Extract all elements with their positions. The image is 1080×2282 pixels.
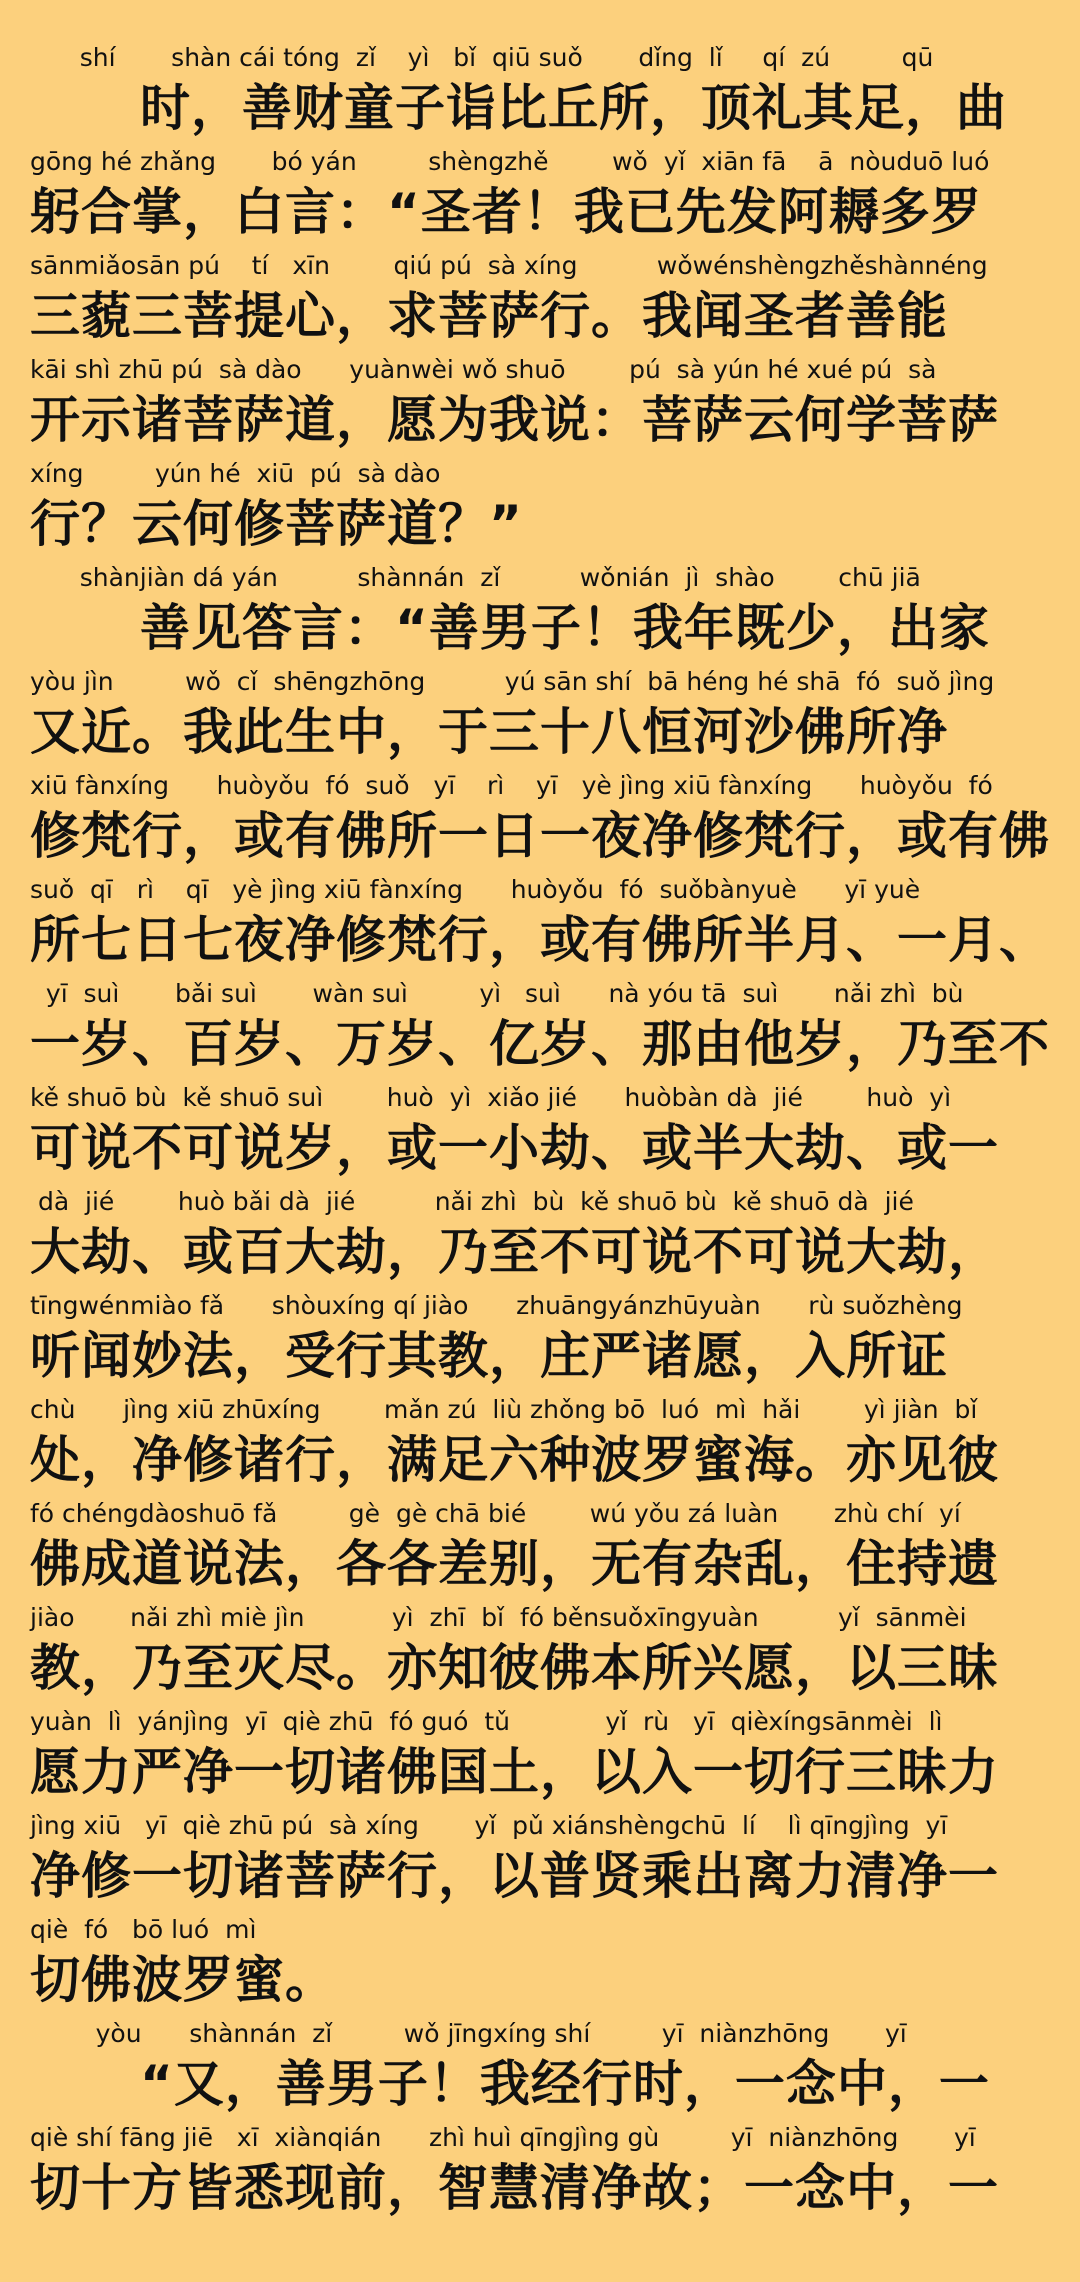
pinyin-annotation: qiè fó bō luó mì (30, 1915, 257, 1944)
text-line (0, 664, 1080, 768)
pinyin-annotation: fó chéngdàoshuō fǎ gè gè chā bié wú yǒu zá luàn zhù chí yí (30, 1499, 961, 1528)
chinese-text: 净修一切诸菩萨行，以普贤乘出离力清净一 (30, 1847, 999, 1905)
chinese-text: 大劫、或百大劫，乃至不可说不可说大劫， (30, 1223, 999, 1281)
text-line (0, 1808, 1080, 1912)
chinese-text: 愿力严净一切诸佛国土，以入一切行三昧力 (30, 1743, 999, 1801)
pinyin-annotation: yòu shànnán zǐ wǒ jīngxíng shí yī niànzhōng yī (40, 2019, 907, 2048)
text-line (0, 1288, 1080, 1392)
text-line (0, 1080, 1080, 1184)
chinese-text: 行？云何修菩萨道？” (30, 495, 523, 553)
text-line (0, 2016, 1080, 2120)
text-line (0, 144, 1080, 248)
text-line (0, 1496, 1080, 1600)
pinyin-annotation: sānmiǎosān pú tí xīn qiú pú sà xíng wǒwénshèngzhěshànnéng (30, 251, 988, 280)
text-line (0, 248, 1080, 352)
pinyin-annotation: dà jié huò bǎi dà jié nǎi zhì bù kě shuō bù kě shuō dà jié (30, 1187, 914, 1216)
pinyin-annotation: kě shuō bù kě shuō suì huò yì xiǎo jié huòbàn dà jié huò yì (30, 1083, 952, 1112)
chinese-text: 开示诸菩萨道，愿为我说：菩萨云何学菩萨 (30, 391, 999, 449)
chinese-text: 时，善财童子诣比丘所，顶礼其足，曲 (140, 79, 1007, 137)
text-line (0, 456, 1080, 560)
chinese-text: 善见答言：“善男子！我年既少，出家 (140, 599, 990, 657)
chinese-text: 听闻妙法，受行其教，庄严诸愿，入所证 (30, 1327, 948, 1385)
chinese-text: 可说不可说岁，或一小劫、或半大劫、或一 (30, 1119, 999, 1177)
pinyin-annotation: qiè shí fāng jiē xī xiànqián zhì huì qīngjìng gù yī niànzhōng yī (30, 2123, 976, 2152)
chinese-text: 切十方皆悉现前，智慧清净故；一念中，一 (30, 2159, 999, 2217)
chinese-text: 修梵行，或有佛所一日一夜净修梵行，或有佛 (30, 807, 1050, 865)
text-line (0, 2120, 1080, 2224)
pinyin-annotation: gōng hé zhǎng bó yán shèngzhě wǒ yǐ xiān fā ā nòuduō luó (30, 147, 990, 176)
text-line (0, 560, 1080, 664)
chinese-text: 处，净修诸行，满足六种波罗蜜海。亦见彼 (30, 1431, 999, 1489)
pinyin-annotation: jiào nǎi zhì miè jìn yì zhī bǐ fó běnsuǒxīngyuàn yǐ sānmèi (30, 1603, 967, 1632)
pinyin-annotation: shànjiàn dá yán shànnán zǐ wǒnián jì shào chū jiā (40, 563, 921, 592)
text-line (0, 1600, 1080, 1704)
text-line (0, 1392, 1080, 1496)
text-line (0, 352, 1080, 456)
pinyin-annotation: jìng xiū yī qiè zhū pú sà xíng yǐ pǔ xiánshèngchū lí lì qīngjìng yī (30, 1811, 948, 1840)
pinyin-annotation: shí shàn cái tóng zǐ yì bǐ qiū suǒ dǐng lǐ qí zú qū (40, 43, 934, 72)
text-line (0, 768, 1080, 872)
chinese-text: 三藐三菩提心，求菩萨行。我闻圣者善能 (30, 287, 948, 345)
chinese-text: 又近。我此生中，于三十八恒河沙佛所净 (30, 703, 948, 761)
pinyin-annotation: yī suì bǎi suì wàn suì yì suì nà yóu tā suì nǎi zhì bù (30, 979, 964, 1008)
text-line (0, 976, 1080, 1080)
text-line (0, 1704, 1080, 1808)
chinese-text: 一岁、百岁、万岁、亿岁、那由他岁，乃至不 (30, 1015, 1050, 1073)
pinyin-annotation: chù jìng xiū zhūxíng mǎn zú liù zhǒng bō luó mì hǎi yì jiàn bǐ (30, 1395, 978, 1424)
pinyin-annotation: xíng yún hé xiū pú sà dào (30, 459, 441, 488)
chinese-text: 切佛波罗蜜。 (30, 1951, 336, 2009)
text-line (0, 1184, 1080, 1288)
pinyin-annotation: yuàn lì yánjìng yī qiè zhū fó guó tǔ yǐ rù yī qièxíngsānmèi lì (30, 1707, 943, 1736)
text-line (0, 40, 1080, 144)
pinyin-annotation: yòu jìn wǒ cǐ shēngzhōng yú sān shí bā héng hé shā fó suǒ jìng (30, 667, 995, 696)
chinese-text: 所七日七夜净修梵行，或有佛所半月、一月、 (30, 911, 1050, 969)
pinyin-annotation: tīngwénmiào fǎ shòuxíng qí jiào zhuāngyánzhūyuàn rù suǒzhèng (30, 1291, 963, 1320)
pinyin-annotation: xiū fànxíng huòyǒu fó suǒ yī rì yī yè jìng xiū fànxíng huòyǒu fó (30, 771, 993, 800)
pinyin-annotation: kāi shì zhū pú sà dào yuànwèi wǒ shuō pú sà yún hé xué pú sà (30, 355, 937, 384)
text-line (0, 872, 1080, 976)
pinyin-annotation: suǒ qī rì qī yè jìng xiū fànxíng huòyǒu fó suǒbànyuè yī yuè (30, 875, 921, 904)
chinese-text: 教，乃至灭尽。亦知彼佛本所兴愿，以三昧 (30, 1639, 999, 1697)
chinese-text: 佛成道说法，各各差别，无有杂乱，住持遗 (30, 1535, 999, 1593)
text-line (0, 1912, 1080, 2016)
chinese-text: “又，善男子！我经行时，一念中，一 (140, 2055, 990, 2113)
chinese-text: 躬合掌，白言：“圣者！我已先发阿耨多罗 (30, 183, 982, 241)
